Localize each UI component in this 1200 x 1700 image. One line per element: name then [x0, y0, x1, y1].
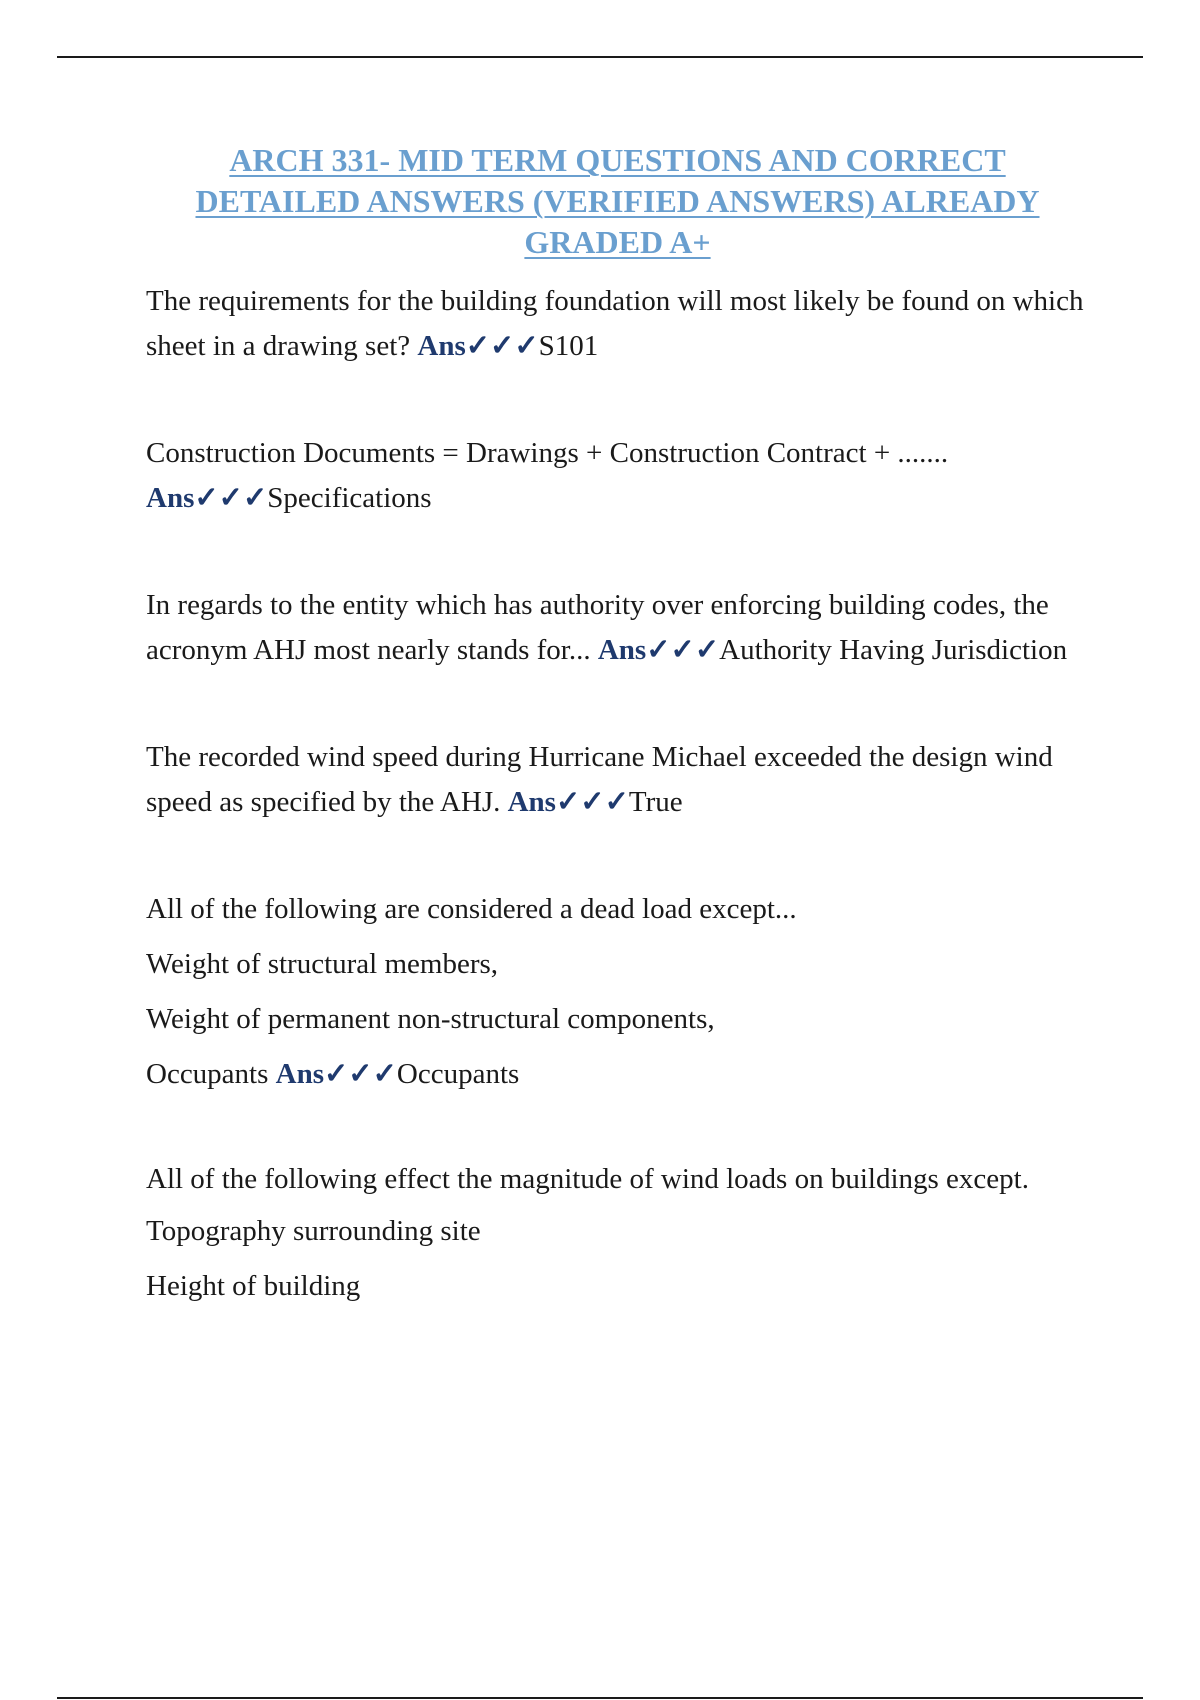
document-title: ARCH 331- MID TERM QUESTIONS AND CORRECT DETAILED ANSWERS (VERIFIED ANSWERS) ALREADY GRADED A+ [195, 142, 1040, 260]
document-body [146, 279, 1106, 1309]
question-text: The recorded wind speed during Hurricane Michael exceeded the design wind speed as specified by the AHJ. [146, 741, 1053, 818]
answer-marker: Ans✓✓✓ [146, 482, 268, 514]
answer-marker: Ans✓✓✓ [507, 786, 629, 818]
answer-marker: Ans✓✓✓ [275, 1058, 397, 1090]
answer-text: True [628, 786, 683, 818]
bottom-rule [57, 1697, 1143, 1699]
question-block [146, 583, 1106, 673]
question-block [146, 279, 1106, 369]
question-text: Construction Documents = Drawings + Construction Contract + ....... [146, 437, 949, 469]
option-text: Occupants [146, 1058, 269, 1090]
option-text: Weight of permanent non-structural components, [146, 1003, 715, 1035]
option-text: Weight of structural members, [146, 948, 499, 980]
question-block [146, 735, 1106, 825]
option-text: Height of building [146, 1270, 361, 1302]
answer-text: Occupants [396, 1058, 520, 1090]
answer-marker: Ans✓✓✓ [597, 634, 720, 666]
question-text: The requirements for the building foundation will most likely be found on which sheet in a drawing set? [146, 285, 1084, 362]
option-text: Topography surrounding site [146, 1215, 481, 1247]
answer-text: Authority Having Jurisdiction [719, 634, 1068, 666]
answer-text: Specifications [267, 482, 432, 514]
answer-text: S101 [538, 330, 599, 362]
question-text: All of the following effect the magnitude of wind loads on buildings except. [146, 1163, 1029, 1195]
question-block [146, 1052, 1106, 1097]
top-rule [57, 56, 1143, 58]
question-block [146, 431, 1106, 521]
answer-marker: Ans✓✓✓ [417, 330, 539, 362]
question-text: All of the following are considered a dead load except... [146, 893, 797, 925]
question-text: In regards to the entity which has authority over enforcing building codes, the acronym AHJ most nearly stands for... [146, 589, 1049, 666]
